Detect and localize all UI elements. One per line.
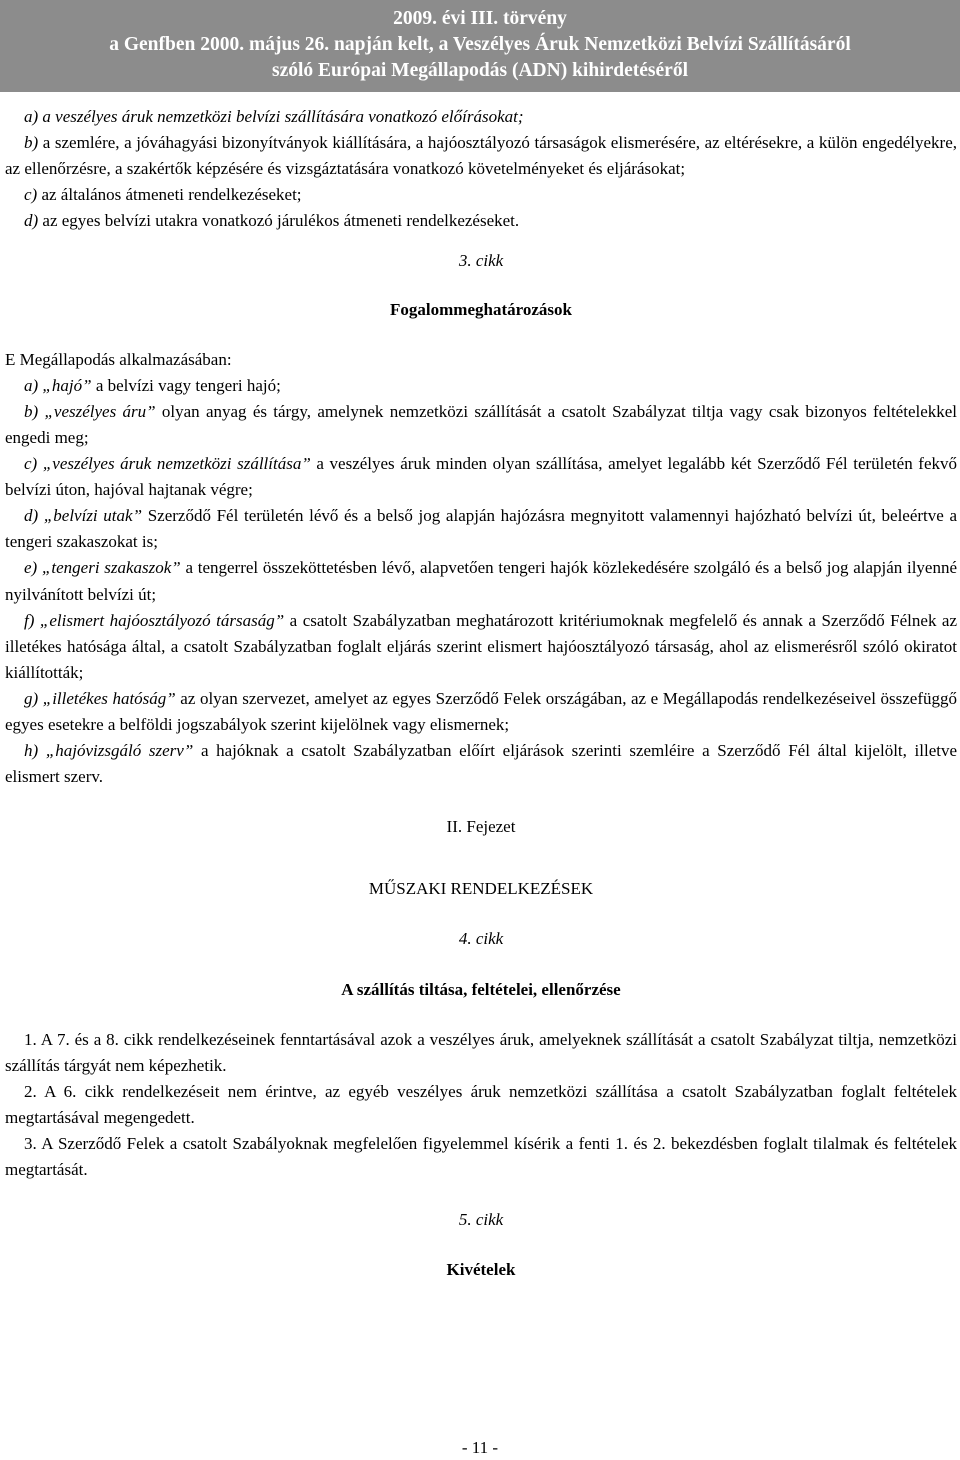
definition-label: b): [24, 401, 39, 421]
definition-label: h): [24, 741, 39, 761]
definition-item: [5, 686, 957, 738]
header-line-3: szóló Európai Megállapodás (ADN) kihirdetéséről: [272, 60, 688, 81]
definition-term: „belvízi utak”: [43, 506, 143, 526]
definition-item: [5, 399, 957, 451]
definition-item: [5, 451, 957, 503]
definition-text: a hajóknak a csatolt Szabályzatban előírt eljárások szerinti szemléire a Szerződő Fél által kijelölt, illetve elismert szerv.: [5, 741, 958, 787]
list-item-d: d) az egyes belvízi utakra vonatkozó járulékos átmeneti rendelkezéseket.: [24, 211, 520, 231]
definition-text: Szerződő Fél területén lévő és a belső jog alapján hajózásra megnyitott valamennyi hajózható belvízi út, beleértve a tengeri szakaszokat is;: [5, 506, 958, 552]
definition-text: a tengerrel összeköttetésben lévő, alapvetően tengeri hajók közlekedésére szolgáló és a belső jog alapján ilyenné nyilvánított belvízi út;: [5, 558, 958, 604]
definition-term: „hajó”: [42, 375, 92, 395]
definition-text: az olyan szervezet, amelyet az egyes Szerződő Felek országában, az e Megállapodás rendelkezéseivel összefüggő egyes esetekre a belföldi jogszabályok szerint kijelölnek vagy elismernek;: [5, 688, 957, 734]
definition-term: „veszélyes áruk nemzetközi szállítása”: [42, 454, 311, 474]
header-line-2: a Genfben 2000. május 26. napján kelt, a Veszélyes Áruk Nemzetközi Belvízi Szállításáról: [109, 34, 851, 55]
article-4-paragraph-3: 3. A Szerződő Felek a csatolt Szabályoknak megfelelően figyelemmel kísérik a fenti 1. és 2. bekezdésben foglalt tilalmak és feltételek megtartását.: [5, 1134, 957, 1180]
page-number: - 11 -: [461, 1438, 499, 1457]
document-header-banner: [0, 0, 960, 92]
definition-label: a): [24, 375, 39, 395]
definition-item: [5, 608, 957, 686]
definition-text: olyan anyag és tárgy, amelynek nemzetközi szállítását a csatolt Szabályzat tiltja vagy csak bizonyos feltételekkel engedi meg;: [5, 401, 958, 447]
definition-label: d): [24, 506, 39, 526]
article-5-title: Kivételek: [446, 1260, 516, 1280]
article-5-number: 5. cikk: [458, 1210, 504, 1230]
definition-label: e): [24, 558, 38, 578]
definition-text: a csatolt Szabályzatban meghatározott kritériumoknak megfelelő és annak a Szerződő Félnek az illetékes hatósága által, a csatolt Szabályzatban foglalt eljárás szerint elismert hajóosztályozó társaság, ahol az elismerésről szóló okiratot kiállították;: [5, 610, 958, 682]
chapter-number: II. Fejezet: [446, 817, 516, 837]
definition-term: „illetékes hatóság”: [42, 688, 176, 708]
definition-list: [5, 373, 957, 791]
definition-term: „elismert hajóosztályozó társaság”: [39, 610, 285, 630]
definition-term: „hajóvizsgáló szerv”: [45, 741, 194, 761]
definition-item: [5, 738, 957, 790]
list-item-a: a) a veszélyes áruk nemzetközi belvízi szállítására vonatkozó előírásokat;: [24, 107, 524, 126]
definition-term: „veszélyes áru”: [44, 401, 156, 421]
article-4-number: 4. cikk: [458, 929, 504, 949]
article-3-number: 3. cikk: [458, 251, 504, 271]
definition-item: [5, 555, 957, 607]
definition-term: „tengeri szakaszok”: [41, 558, 181, 578]
definition-item: [5, 373, 957, 399]
definition-label: g): [24, 688, 39, 708]
definition-text: a veszélyes áruk minden olyan szállítása, amelyet legalább két Szerződő Fél területén fekvő belvízi úton, hajóval hajtanak végre;: [5, 454, 958, 500]
article-3-lead: E Megállapodás alkalmazásában:: [5, 349, 232, 369]
definition-label: c): [24, 454, 38, 474]
document-body: [5, 104, 957, 1283]
chapter-title: MŰSZAKI RENDELKEZÉSEK: [368, 879, 594, 899]
article-3-title: Fogalommeghatározások: [390, 299, 572, 319]
list-item-b: b) a szemlére, a jóváhagyási bizonyítványok kiállítására, a hajóosztályozó társaságok elismerésére, az eltérésekre, a külön engedélyekre, az ellenőrzésre, a szakértők képzésére és vizsgáztatására vonatkozó követelményeket és eljárásokat;: [5, 133, 958, 179]
definition-item: [5, 503, 957, 555]
definition-label: f): [24, 610, 35, 630]
article-4-title: A szállítás tiltása, feltételei, ellenőrzése: [341, 979, 621, 999]
article-4-paragraph-1: 1. A 7. és a 8. cikk rendelkezéseinek fenntartásával azok a veszélyes áruk, amelyeknek szállítását a csatolt Szabályzat tiltja, nemzetközi szállítás tárgyát nem képezhetik.: [5, 1029, 957, 1075]
list-item-c: c) az általános átmeneti rendelkezéseket;: [24, 185, 302, 205]
article-4-paragraph-2: 2. A 6. cikk rendelkezéseit nem érintve, az egyéb veszélyes áruk nemzetközi szállítása a csatolt Szabályzatban foglalt feltételek megtartásával megengedett.: [5, 1081, 957, 1127]
definition-text: a belvízi vagy tengeri hajó;: [95, 375, 281, 395]
header-line-1: 2009. évi III. törvény: [393, 8, 567, 29]
